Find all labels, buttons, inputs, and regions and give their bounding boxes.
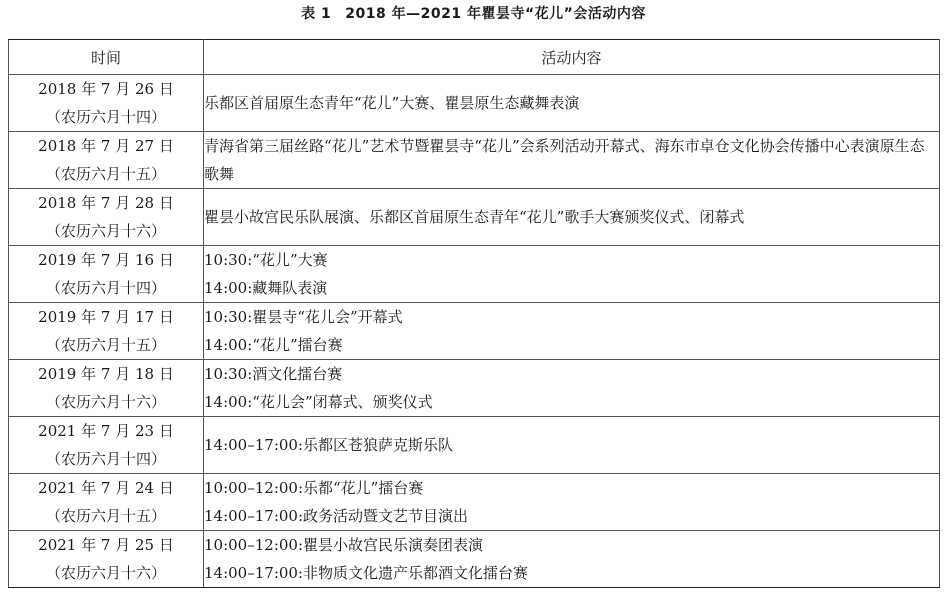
lunar-date-text: （农历六月十六）: [45, 393, 166, 411]
date-text: 2019 年 7 月 18 日: [38, 365, 174, 383]
content-cell: [204, 75, 940, 132]
content-cell: [204, 417, 940, 474]
table-row: [9, 246, 940, 303]
table-row: [9, 360, 940, 417]
activity-table: [8, 39, 940, 588]
table-header-row: [9, 40, 940, 75]
date-text: 2018 年 7 月 26 日: [38, 80, 174, 98]
table-number: 表 1: [301, 6, 332, 22]
time-cell: [9, 303, 204, 360]
activity-item: 10:00–12:00:瞿昙小故宫民乐演奏团表演: [204, 536, 484, 554]
table-title: 2018 年—2021 年瞿昙寺“花儿”会活动内容: [345, 6, 646, 22]
table-row: [9, 417, 940, 474]
activity-item: 10:00–12:00:乐都“花儿”擂台赛: [204, 479, 424, 497]
time-cell: [9, 531, 204, 588]
table-caption: [0, 4, 947, 24]
lunar-date-text: （农历六月十五）: [45, 336, 166, 354]
activity-item: 瞿昙小故宫民乐队展演、乐都区首届原生态青年“花儿”歌手大赛颁奖仪式、闭幕式: [204, 208, 745, 226]
activity-item: 10:30:瞿昙寺“花儿会”开幕式: [204, 308, 403, 326]
time-cell: [9, 246, 204, 303]
date-text: 2021 年 7 月 23 日: [38, 422, 174, 440]
lunar-date-text: （农历六月十四）: [45, 108, 166, 126]
date-text: 2021 年 7 月 24 日: [38, 479, 174, 497]
table-row: [9, 75, 940, 132]
lunar-date-text: （农历六月十四）: [45, 450, 166, 468]
activity-item: 14:00:“花儿”擂台赛: [204, 336, 343, 354]
table-row: [9, 189, 940, 246]
activity-item: 乐都区首届原生态青年“花儿”大赛、瞿昙原生态藏舞表演: [204, 94, 580, 112]
time-cell: [9, 132, 204, 189]
date-text: 2019 年 7 月 17 日: [38, 308, 174, 326]
date-text: 2018 年 7 月 27 日: [38, 137, 174, 155]
activity-item: 10:30:“花儿”大赛: [204, 251, 328, 269]
table-row: [9, 132, 940, 189]
lunar-date-text: （农历六月十五）: [45, 507, 166, 525]
header-time: 时间: [9, 40, 204, 75]
time-cell: [9, 75, 204, 132]
activity-item: 14:00–17:00:乐都区苍狼萨克斯乐队: [204, 436, 454, 454]
lunar-date-text: （农历六月十六）: [45, 222, 166, 240]
activity-item: 14:00:藏舞队表演: [204, 279, 328, 297]
activity-item: 10:30:酒文化擂台赛: [204, 365, 343, 383]
time-cell: [9, 189, 204, 246]
content-cell: [204, 303, 940, 360]
lunar-date-text: （农历六月十四）: [45, 279, 166, 297]
content-cell: [204, 531, 940, 588]
content-cell: [204, 132, 940, 189]
date-text: 2018 年 7 月 28 日: [38, 194, 174, 212]
time-cell: [9, 474, 204, 531]
activity-item: 青海省第三届丝路“花儿”艺术节暨瞿昙寺“花儿”会系列活动开幕式、海东市卓仓文化协会传播中心表演原生态歌舞: [204, 137, 925, 183]
lunar-date-text: （农历六月十六）: [45, 564, 166, 582]
time-cell: [9, 360, 204, 417]
date-text: 2021 年 7 月 25 日: [38, 536, 174, 554]
table-row: [9, 474, 940, 531]
time-cell: [9, 417, 204, 474]
activity-item: 14:00–17:00:政务活动暨文艺节目演出: [204, 507, 469, 525]
content-cell: [204, 189, 940, 246]
activity-item: 14:00–17:00:非物质文化遗产乐都酒文化擂台赛: [204, 564, 529, 582]
activity-item: 14:00:“花儿会”闭幕式、颁奖仪式: [204, 393, 433, 411]
content-cell: [204, 246, 940, 303]
date-text: 2019 年 7 月 16 日: [38, 251, 174, 269]
lunar-date-text: （农历六月十五）: [45, 165, 166, 183]
header-content: 活动内容: [204, 40, 940, 75]
content-cell: [204, 474, 940, 531]
content-cell: [204, 360, 940, 417]
table-row: [9, 303, 940, 360]
table-row: [9, 531, 940, 588]
